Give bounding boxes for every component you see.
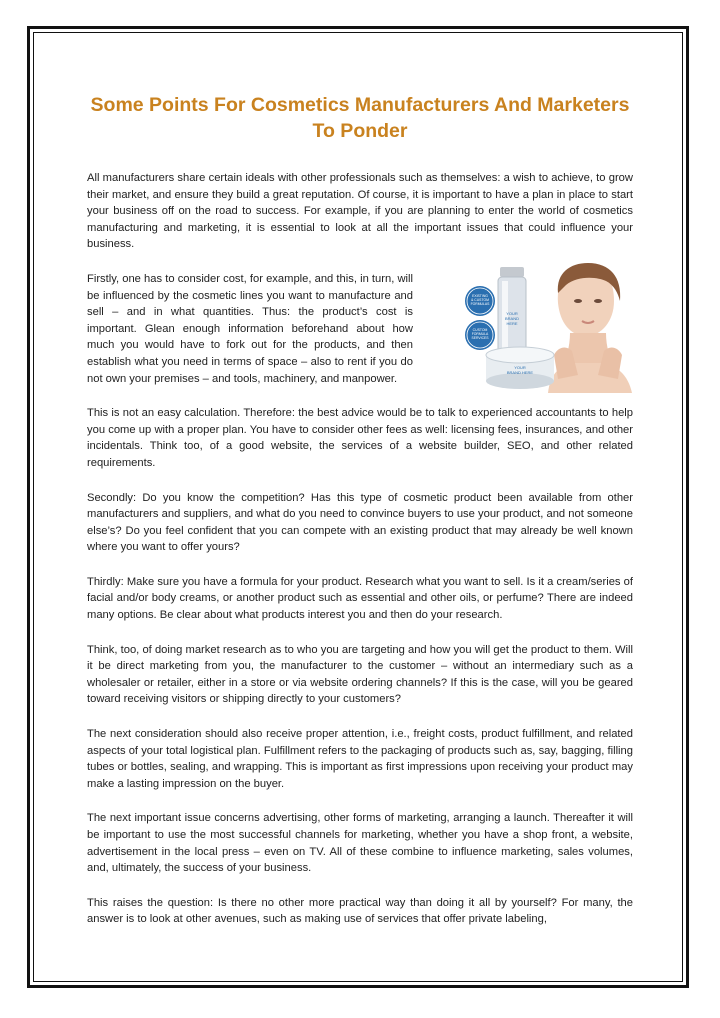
document-title: Some Points For Cosmetics Manufacturers And Marketers To Ponder [90, 94, 630, 142]
cosmetics-product-image [438, 263, 633, 393]
svg-text:BRAND HERE: BRAND HERE [506, 369, 534, 375]
paragraph-formula: Thirdly: Make sure you have a formula for your product. Research what you want to sell. Is it a cream/series of facial and/or body creams, or another product such as essential and other oils, or perfume? There are indeed many options. Be clear about what products interest you and then do your research. [87, 575, 633, 622]
paragraph-logistics: The next consideration should also receive proper attention, i.e., freight costs, product fulfillment, and related aspects of your total logistical plan. Fulfillment refers to the packaging of products such as, say, bagging, filling tubes or bottles, sealing, and wrapping. This is important as first impressions upon receiving your product may make a lasting impression on the buyer. [87, 728, 633, 790]
paragraph-intro: All manufacturers share certain ideals with other professionals such as themselves: a wish to achieve, to grow their market, and ensure they build a great reputation. Of course, it is important to have a plan in place to start your business off on the road to success. For example, if you are planning to enter the world of cosmetics manufacturing and marketing, it is essential to look at all the important issues that could influence your business. [87, 172, 633, 251]
svg-text:FORMULAS: FORMULAS [470, 301, 490, 306]
paragraph-competition: Secondly: Do you know the competition? Has this type of cosmetic product been available from other manufacturers and suppliers, and what do you need to convince buyers to use your product, and not someone else’s? Do you feel confident that you can compete with an existing product that may already be well known where you want to offer yours? [87, 491, 633, 554]
paragraph-alternatives: This raises the question: Is there no other more practical way than doing it all by yourself? For many, the answer is to look at other avenues, such as making use of services that offer private labeling, [87, 896, 633, 926]
paragraph-calculation: This is not an easy calculation. Therefore: the best advice would be to talk to experienced accountants to help you come up with a proper plan. You have to consider other fees as well: licensing fees, insurances, and other incidentals. Think too, of a good website, the services of a website builder, SEO, and other related requirements. [87, 407, 633, 469]
svg-text:HERE: HERE [506, 320, 518, 326]
formula-badges [465, 286, 495, 350]
svg-text:CUSTOM: CUSTOM [472, 327, 488, 332]
paragraph-cost: Firstly, one has to consider cost, for example, and this, in turn, will be influenced by the cosmetic lines you want to manufacture and sell – and in what quantities. Thus: the product’s cost is important. Glean enough information beforehand about how much you would have to fork out for the products, and then establish what you need in terms of space – also to rent if you do not own your premises – and tools, machinery, and manpower. [87, 272, 413, 385]
svg-text:YOUR: YOUR [514, 364, 526, 370]
paragraph-market-research: Think, too, of doing market research as to who you are targeting and how you will get the product to them. Will it be direct marketing from you, the manufacturer to the customer – without an intermediary such as a wholesaler or retailer, either in a store or via website ordering channels? If this is the case, will you be geared toward receiving visitors or shipping directly to your customers? [87, 643, 633, 706]
svg-text:FORMULA: FORMULA [471, 331, 489, 336]
svg-text:& CUSTOM: & CUSTOM [471, 297, 489, 302]
svg-text:EXISTING: EXISTING [472, 293, 488, 298]
paragraph-advertising: The next important issue concerns advertising, other forms of marketing, arranging a launch. Thereafter it will be important to use the most successful channels for marketing, whether you have a shop front, a website, advertisement in the local press – even on TV. All of these combine to influence marketing, sales volumes, and, ultimately, the success of your business. [87, 812, 633, 875]
svg-text:BRAND: BRAND [504, 315, 520, 321]
svg-text:SERVICES: SERVICES [471, 335, 489, 340]
cream-jar-illustration [486, 347, 554, 389]
svg-text:YOUR: YOUR [506, 310, 518, 316]
woman-illustration [548, 263, 632, 393]
document-body [87, 92, 633, 946]
cost-section [87, 271, 633, 387]
